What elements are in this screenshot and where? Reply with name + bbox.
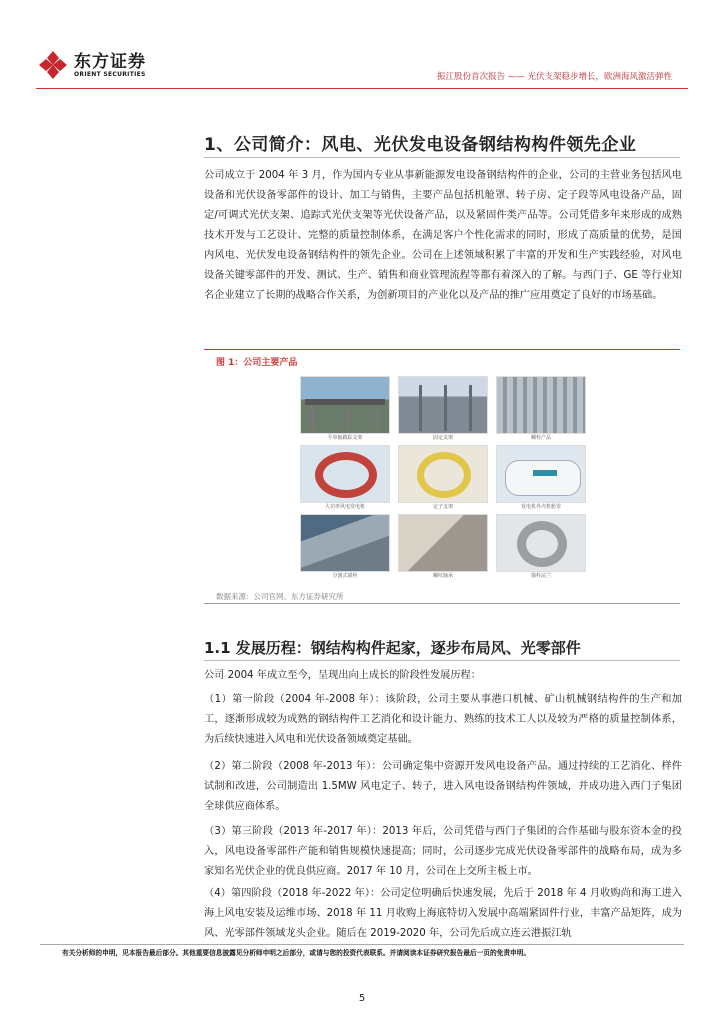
product-photo-cell [300, 445, 390, 511]
stage-1-paragraph: （1）第一阶段（2004 年-2008 年）：该阶段，公司主要从事港口机械、矿山机械钢结构件的生产和加工，逐渐形成较为成熟的钢结构件工艺消化和设计能力、熟练的技术工人以及较为严格的质量控制体系，为后续快速进入风电和光伏设备领域奠定基础。 [204, 694, 682, 745]
company-intro-paragraph: 公司成立于 2004 年 3 月，作为国内专业从事新能源发电设备钢结构件的企业，公司的主营业务包括风电设备和光伏设备零部件的设计、加工与销售，主要产品包括机舱罩、转子房、定子段等风电设备产品，固定/可调式光伏支架、追踪式光伏支架等光伏设备产品，以及紧固件类产品等。公司凭借多年来形成的成熟技术开发与工艺设计、完整的质量控制体系，在满足客户个性化需求的同时，形成了高质量的优势，是国内风电、光伏发电设备钢结构件的领先企业。公司在上述领域积累了丰富的开发和生产实践经验，对风电设备关键零部件的开发、测试、生产、销售和商业管理流程等都有着深入的了解。与西门子、GE 等行业知名企业建立了长期的战略合作关系，为创新项目的产业化以及产品的推广应用奠定了良好的市场基础。 [204, 170, 682, 301]
logo-name-cn: 东方证券 [74, 51, 146, 72]
product-caption: 螺栓产品 [530, 435, 551, 441]
report-subtitle: 振江股份首次报告 —— 光伏支架稳步增长，欧洲海风激活弹性 [437, 72, 672, 82]
product-caption: 锚栓法兰 [530, 573, 551, 579]
product-photo [496, 514, 586, 572]
product-photo-cell [300, 376, 390, 442]
product-caption: 发电机外壳机舱罩 [520, 504, 561, 510]
subsection-title-divider [204, 660, 680, 661]
stage-4-paragraph: （4）第四阶段（2018 年-2022 年）：公司定位明确后快速发展，先后于 2018 年 4 月收购尚和海工进入海上风电安装及运维市场、2018 年 11 月收购上海底特切入发展中高端紧固件行业，丰富产品矩阵，成为风、光零部件领域龙头企业。随后在 2019-2020 年，公司先后成立连云港振江轨 [204, 888, 682, 939]
product-photo [398, 445, 488, 503]
product-caption: 分割式锚栓 [332, 573, 358, 579]
figure-bottom-rule [204, 603, 680, 604]
product-photo [496, 376, 586, 434]
product-photo [398, 376, 488, 434]
product-photo [300, 514, 390, 572]
product-photo-cell [496, 445, 586, 511]
section-title-divider [204, 157, 680, 158]
stage-3-paragraph: （3）第三阶段（2013 年-2017 年）：2013 年后，公司凭借与西门子集团的合作基础与股东资本金的投入，风电设备零部件产能和销售规模快速提高；同时，公司逐步完成光伏设备零部件的战略布局，成为多家知名光伏企业的优良供应商。2017 年 10 月，公司在上交所主板上市。 [204, 826, 682, 877]
subsection-title: 1.1 发展历程：钢结构构件起家，逐步布局风、光零部件 [204, 639, 581, 657]
product-photo [300, 376, 390, 434]
product-photo [300, 445, 390, 503]
product-caption: 固定支架 [432, 435, 453, 441]
section-title: 1、公司简介：风电、光伏发电设备钢结构构件领先企业 [204, 135, 637, 155]
figure-source: 数据来源：公司官网、东方证券研究所 [216, 592, 344, 601]
product-photo-cell [398, 514, 488, 580]
product-photo [398, 514, 488, 572]
history-intro: 公司 2004 年成立至今，呈现出向上成长的阶段性发展历程： [204, 670, 481, 681]
product-caption: 定子支架 [432, 504, 453, 510]
product-caption: 大功率风电发电机 [324, 504, 365, 510]
footer-divider [40, 944, 684, 945]
page-number: 5 [358, 993, 366, 1004]
product-caption: 平单轴跟踪支架 [327, 435, 363, 441]
product-photo-cell [496, 514, 586, 580]
stage-2-paragraph: （2）第二阶段（2008 年-2013 年）：公司确定集中资源开发风电设备产品。通过持续的工艺消化、样件试制和改进，公司制造出 1.5MW 风电定子、转子，进入风电设备钢结构件领域，并成功进入西门子集团全球供应商体系。 [204, 761, 682, 812]
figure-title: 图 1：公司主要产品 [216, 358, 298, 368]
product-caption: 螺纹轴承 [432, 573, 453, 579]
analyst-disclaimer: 有关分析师的申明，见本报告最后部分。其他重要信息披露见分析师申明之后部分，或请与您的投资代表联系。并请阅读本证券研究报告最后一页的免责申明。 [62, 949, 531, 957]
header-divider [36, 88, 688, 89]
product-photo-cell [300, 514, 390, 580]
logo-name-en: ORIENT SECURITIES [74, 70, 146, 78]
product-photo-cell [398, 445, 488, 511]
product-photo-cell [496, 376, 586, 442]
product-photo [496, 445, 586, 503]
product-photo-cell [398, 376, 488, 442]
company-logo [38, 50, 146, 80]
figure-top-rule [204, 349, 680, 350]
logo-mark-icon [38, 50, 68, 80]
